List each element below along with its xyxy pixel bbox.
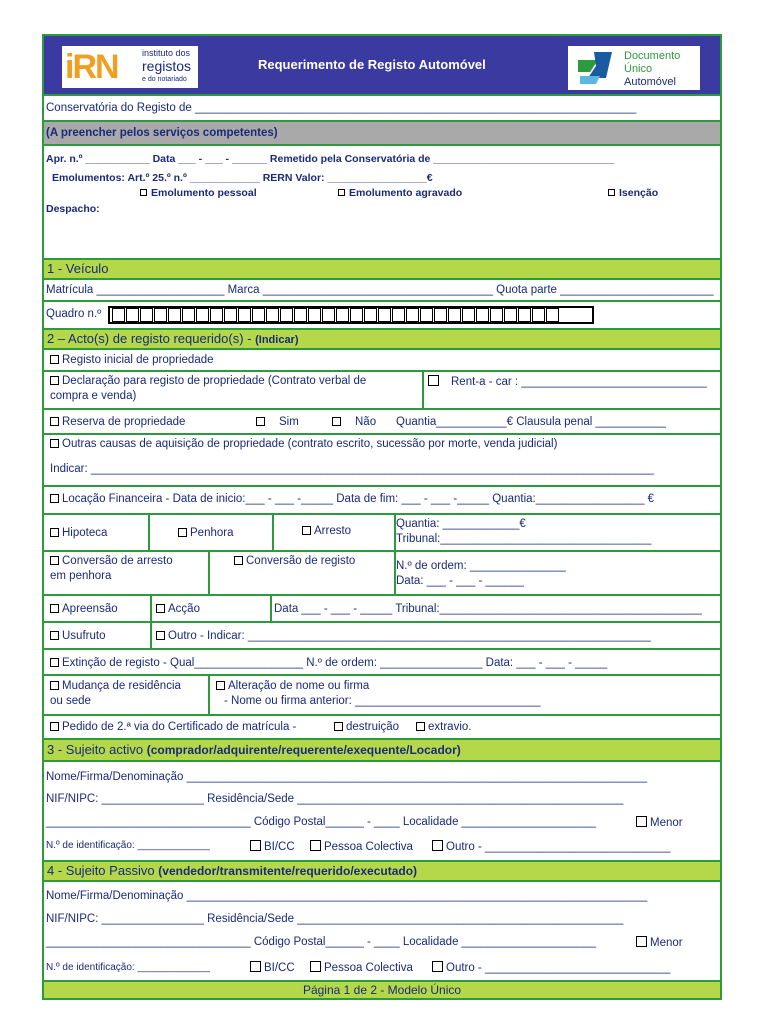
tribunal-field[interactable]: Tribunal:_________________________________ [396,533,652,545]
sa-pessoa-label: Pessoa Colectiva [324,841,413,853]
despacho-label: Despacho: [46,203,100,215]
reserva-sim-checkbox[interactable] [256,417,265,426]
quantia-clausula-field[interactable]: Quantia___________€ Clausula penal ___________ [396,416,666,428]
pedido-checkbox[interactable] [50,722,59,731]
sp-bicc-option[interactable] [250,961,295,974]
ordem-field[interactable]: N.º de ordem: _______________ [396,560,566,572]
section-3-header [42,740,722,762]
outro-indicar-label: Outro - Indicar: _______________________________________________________________ [168,630,651,642]
dua-logo [568,46,700,90]
apreensao-checkbox[interactable] [50,604,59,613]
section-2-title [47,331,299,346]
section-4-title-text: 4 - Sujeito Passivo [47,863,155,878]
matricula-marca-line[interactable]: Matrícula ____________________ Marca ____________________________________ Quota parte ________________________ [46,284,714,296]
alteracao-label-b[interactable]: - Nome ou firma anterior: _____________________________ [224,695,541,707]
mudanca-label-a: Mudança de residência [62,680,181,692]
reserva-nao-option[interactable] [332,416,376,428]
arresto-checkbox[interactable] [302,526,311,535]
page-footer-text: Página 1 de 2 - Modelo Único [302,983,462,997]
accao-checkbox[interactable] [156,604,165,613]
sa-nif-field[interactable]: NIF/NIPC: ________________ Residência/Sede ___________________________________________________ [46,793,624,805]
sujeito-passivo-block [42,882,722,982]
sa-codigo-field[interactable]: ________________________________ Código Postal______ - ____ Localidade _____________________ [46,816,596,828]
emolumento-agravado-label: Emolumento agravado [349,187,463,199]
extincao-checkbox[interactable] [50,658,59,667]
section-3-title-small: (comprador/adquirente/requerente/exequente/Locador) [146,743,461,757]
usufruto-checkbox[interactable] [50,631,59,640]
section-4-title-small: (vendedor/transmitente/requerido/executado) [158,864,418,878]
extincao-row [42,650,722,676]
declaracao-option[interactable] [50,375,366,387]
usufruto-option[interactable] [50,630,105,642]
rentacar-label: Rent-a - car : _____________________________ [451,376,707,388]
extravio-label: extravio. [428,721,472,733]
sp-outro-label: Outro - _____________________________ [446,962,671,974]
conversao-arresto-label-b: em penhora [50,570,112,582]
irn-logo-line1: instituto dos [142,48,191,58]
quantia-field[interactable]: Quantia: ____________€ [396,518,526,530]
mudanca-option[interactable] [50,680,181,692]
data-tribunal-field[interactable]: Data ___ - ___ - _____ Tribunal:_________________________________________ [274,603,702,615]
pedido-row [42,716,722,740]
sa-menor-label: Menor [650,817,683,829]
reserva-nao-checkbox[interactable] [332,417,341,426]
locacao-label: Locação Financeira - Data de inicio:___ - ___ -_____ Data de fim: ___ - ___ -_____ Quantia:_________________ € [62,493,655,505]
section-2-title-small: (Indicar) [255,334,299,346]
conversao-registo-label: Conversão de registo [246,555,356,567]
quadro-boxes[interactable] [108,306,594,324]
irn-logo-line3: e do notariado [142,76,187,83]
sa-outro-label: Outro - _____________________________ [446,841,671,853]
sp-codigo-field[interactable]: ________________________________ Código Postal______ - ____ Localidade _____________________ [46,936,596,948]
conversao-registo-option[interactable] [234,555,355,567]
mudanca-row [42,676,722,716]
reserva-checkbox[interactable] [50,417,59,426]
declaracao-label-a: Declaração para registo de propriedade (Contrato verbal de [62,375,367,387]
veiculo-row [42,280,722,302]
section-2-title-text: 2 – Acto(s) de registo requerido(s) - [47,331,252,346]
outras-row [42,435,722,487]
outras-option[interactable] [50,438,557,450]
emolumento-pessoal-option[interactable] [140,187,257,199]
rentacar-checkbox[interactable] [428,375,439,386]
sa-menor-option[interactable] [636,816,683,829]
dua-logo-line1: Documento [624,50,681,62]
declaracao-checkbox[interactable] [50,376,59,385]
emolumento-pessoal-label: Emolumento pessoal [151,187,257,199]
dua-logo-icon [572,48,618,88]
accao-label: Acção [168,603,200,615]
alteracao-option[interactable] [216,680,369,692]
irn-logo-mark: iRN [65,48,118,86]
sa-pessoa-option[interactable] [310,840,413,853]
sa-outro-option[interactable] [432,840,670,853]
registo-inicial-option[interactable] [50,354,214,366]
reserva-label: Reserva de propriedade [62,416,186,428]
outras-checkbox[interactable] [50,439,59,448]
apreensao-row [42,596,722,623]
locacao-option[interactable] [50,493,654,505]
mudanca-checkbox[interactable] [50,681,59,690]
penhora-checkbox[interactable] [178,528,187,537]
usufruto-label: Usufruto [62,630,106,642]
section-2-header [42,330,722,350]
quadro-label: Quadro n.º [46,308,102,320]
section-4-title [47,863,417,878]
sa-nome-field[interactable]: Nome/Firma/Denominação ________________________________________________________________________ [46,771,648,783]
reserva-option[interactable] [50,416,185,428]
section-1-header [42,260,722,280]
sp-outro-option[interactable] [432,961,670,974]
emolumento-agravado-checkbox[interactable] [338,189,345,196]
locacao-row [42,487,722,515]
sp-menor-checkbox[interactable] [636,936,647,947]
sp-nome-field[interactable]: Nome/Firma/Denominação ________________________________________________________________________ [46,890,648,902]
arresto-option[interactable] [302,525,351,537]
servicos-block [42,146,722,260]
destruicao-option[interactable] [334,721,399,733]
sp-pessoa-checkbox[interactable] [310,961,321,972]
sa-ident-field[interactable]: N.º de identificação: _____________ [46,840,210,851]
sp-menor-option[interactable] [636,936,683,949]
pedido-label: Pedido de 2.ª via do Certificado de matrícula - [62,721,297,733]
outras-label: Outras causas de aquisição de propriedade (contrato escrito, sucessão por morte, venda judicial) [62,438,558,450]
extincao-label: Extinção de registo - Qual_________________ N.º de ordem: ________________ Data: ___ - ___ - _____ [62,657,608,669]
conversao-arresto-label-a: Conversão de arresto [62,555,173,567]
usufruto-row [42,623,722,650]
sa-outro-checkbox[interactable] [432,840,443,851]
arresto-label: Arresto [314,525,352,537]
sa-bicc-option[interactable] [250,840,295,853]
registo-inicial-checkbox[interactable] [50,355,59,364]
hipoteca-checkbox[interactable] [50,528,59,537]
apreensao-option[interactable] [50,603,118,615]
sp-pessoa-label: Pessoa Colectiva [324,962,413,974]
emolumento-agravado-option[interactable] [338,187,462,199]
conservatoria-row [42,96,722,122]
sa-bicc-label: BI/CC [264,841,295,853]
section-1-title: 1 - Veículo [47,261,109,276]
sa-pessoa-checkbox[interactable] [310,840,321,851]
emolumentos-line[interactable]: Emolumentos: Art.º 25.º n.º ____________ RERN Valor: _________________€ [52,172,433,184]
isencao-label: Isenção [619,187,659,199]
sp-outro-checkbox[interactable] [432,961,443,972]
declaracao-label-b: compra e venda) [50,390,137,402]
irn-logo-line2: registos [142,58,192,74]
page-footer [42,982,722,1000]
servicos-banner-text: (A preencher pelos serviços competentes) [46,127,278,139]
extravio-option[interactable] [416,721,471,733]
destruicao-checkbox[interactable] [334,722,343,731]
registo-inicial-row [42,350,722,372]
alteracao-checkbox[interactable] [216,681,225,690]
outro-indicar-checkbox[interactable] [156,631,165,640]
reserva-row [42,410,722,435]
sa-menor-checkbox[interactable] [636,816,647,827]
outro-indicar-option[interactable] [156,630,651,642]
indicar-field[interactable]: Indicar: ________________________________________________________________________________________ [50,463,654,475]
sp-nif-field[interactable]: NIF/NIPC: ________________ Residência/Sede ___________________________________________________ [46,913,624,925]
conversao-arresto-checkbox[interactable] [50,556,59,565]
sp-bicc-label: BI/CC [264,962,295,974]
pedido-option[interactable] [50,721,296,733]
penhora-option[interactable] [178,527,233,539]
dua-logo-line3: Automóvel [624,76,676,88]
accao-option[interactable] [156,603,200,615]
sp-menor-label: Menor [650,937,683,949]
form-title: Requerimento de Registo Automóvel [258,57,486,72]
sujeito-activo-block [42,762,722,862]
reserva-sim-option[interactable] [256,416,299,428]
conservatoria-field[interactable]: Conservatória do Registo de _____________________________________________________________________ [46,102,637,114]
isencao-checkbox[interactable] [608,189,615,196]
section-3-title [47,742,461,757]
apreensao-label: Apreensão [62,603,118,615]
sp-bicc-checkbox[interactable] [250,961,261,972]
destruicao-label: destruição [346,721,400,733]
dua-logo-line2: Único [624,63,653,75]
sp-ident-field[interactable]: N.º de identificação: _____________ [46,962,210,973]
alteracao-label-a: Alteração de nome ou firma [228,680,370,692]
irn-logo [62,46,198,88]
conversao-registo-checkbox[interactable] [234,556,243,565]
servicos-banner [42,122,722,146]
extravio-checkbox[interactable] [416,722,425,731]
sp-pessoa-option[interactable] [310,961,413,974]
section-3-title-text: 3 - Sujeito activo [47,742,144,757]
registo-inicial-label: Registo inicial de propriedade [62,354,214,366]
conversao-arresto-option[interactable] [50,555,173,567]
form-header [42,34,722,96]
penhora-label: Penhora [190,527,234,539]
conversao-row [42,552,722,596]
locacao-checkbox[interactable] [50,494,59,503]
mudanca-label-b: ou sede [50,695,91,707]
declaracao-row [42,372,722,410]
reserva-sim-label: Sim [279,416,299,428]
hipoteca-label: Hipoteca [62,527,108,539]
hipoteca-row [42,515,722,552]
rentacar-option[interactable] [428,375,707,388]
section-4-header [42,862,722,882]
isencao-option[interactable] [608,187,658,199]
apr-line[interactable]: Apr. n.º ___________ Data ___ - ___ - ______ Remetido pela Conservatória de _______________________________ [46,153,615,165]
sa-bicc-checkbox[interactable] [250,840,261,851]
emolumento-pessoal-checkbox[interactable] [140,189,147,196]
reserva-nao-label: Não [355,416,377,428]
hipoteca-option[interactable] [50,527,107,539]
data-ordem-field[interactable]: Data: ___ - ___ - ______ [396,575,524,587]
extincao-option[interactable] [50,657,607,669]
quadro-row [42,302,722,330]
